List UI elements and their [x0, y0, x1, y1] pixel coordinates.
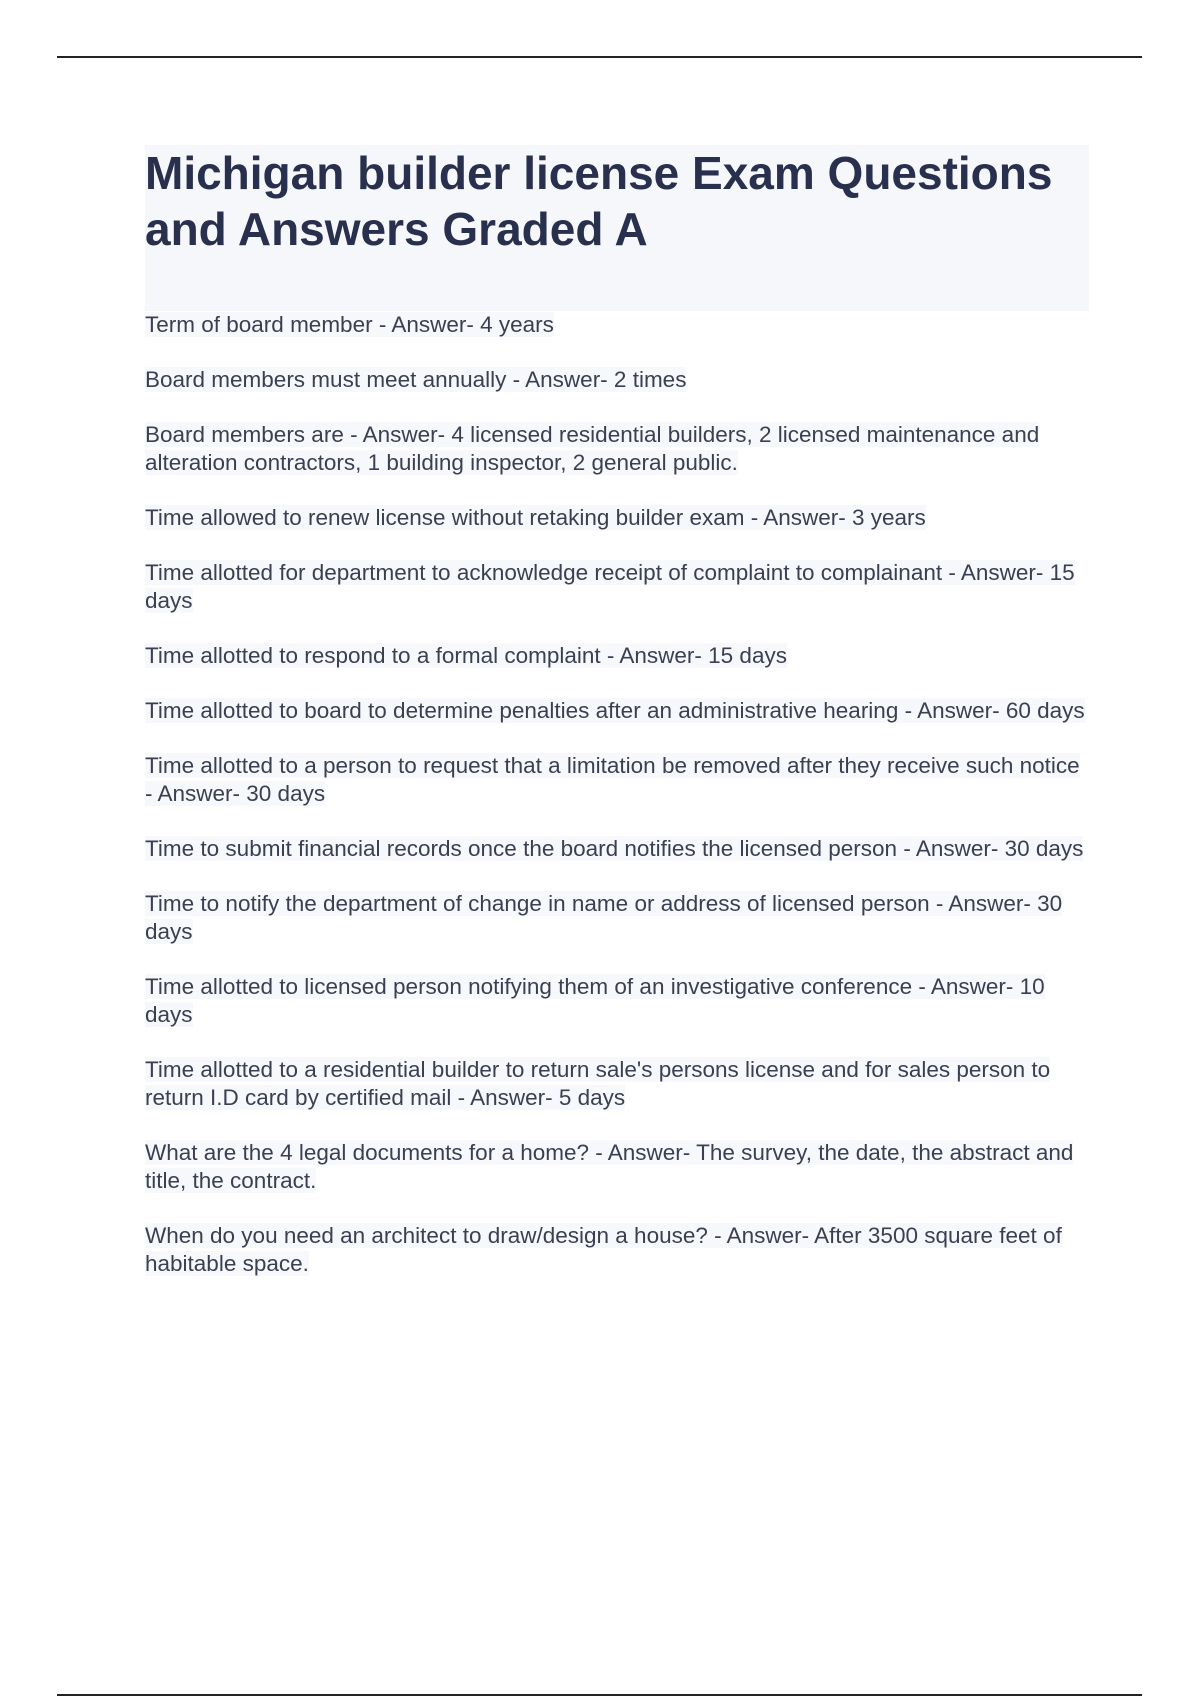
qa-text: Time allotted to board to determine penalties after an administrative hearing - Answer- 60 days: [145, 698, 1085, 723]
qa-item: [145, 1139, 1089, 1195]
qa-item: [145, 1056, 1089, 1112]
qa-text: Time allotted to a person to request that a limitation be removed after they receive such notice - Answer- 30 days: [145, 753, 1080, 806]
qa-item: [145, 504, 1089, 532]
qa-item: [145, 366, 1089, 394]
qa-item: [145, 697, 1089, 725]
qa-text: Time to submit financial records once the board notifies the licensed person - Answer- 30 days: [145, 836, 1084, 861]
qa-text: What are the 4 legal documents for a home? - Answer- The survey, the date, the abstract and title, the contract.: [145, 1140, 1074, 1193]
qa-text: Board members must meet annually - Answer- 2 times: [145, 367, 687, 392]
qa-text: Time allowed to renew license without retaking builder exam - Answer- 3 years: [145, 505, 926, 530]
title-block: [145, 145, 1089, 311]
qa-text: Time to notify the department of change in name or address of licensed person - Answer- 30 days: [145, 891, 1063, 944]
qa-item: [145, 1222, 1089, 1278]
qa-text: Time allotted to respond to a formal complaint - Answer- 15 days: [145, 643, 787, 668]
qa-text: Time allotted to a residential builder to return sale's persons license and for sales person to return I.D card by certified mail - Answer- 5 days: [145, 1057, 1051, 1110]
qa-list: [145, 311, 1089, 1278]
qa-item: [145, 835, 1089, 863]
document-title: Michigan builder license Exam Questions and Answers Graded A: [145, 147, 1053, 255]
qa-text: Term of board member - Answer- 4 years: [145, 312, 554, 337]
qa-item: [145, 559, 1089, 615]
qa-text: When do you need an architect to draw/design a house? - Answer- After 3500 square feet of habitable space.: [145, 1223, 1062, 1276]
qa-item: [145, 311, 1089, 339]
bottom-divider: [57, 1694, 1142, 1696]
qa-text: Board members are - Answer- 4 licensed residential builders, 2 licensed maintenance and alteration contractors, 1 building inspector, 2 general public.: [145, 422, 1040, 475]
qa-item: [145, 421, 1089, 477]
qa-item: [145, 752, 1089, 808]
document-body: [145, 145, 1089, 1305]
qa-item: [145, 890, 1089, 946]
qa-item: [145, 973, 1089, 1029]
qa-text: Time allotted to licensed person notifying them of an investigative conference - Answer- 10 days: [145, 974, 1045, 1027]
top-divider: [57, 56, 1142, 58]
qa-item: [145, 642, 1089, 670]
qa-text: Time allotted for department to acknowledge receipt of complaint to complainant - Answer- 15 days: [145, 560, 1075, 613]
